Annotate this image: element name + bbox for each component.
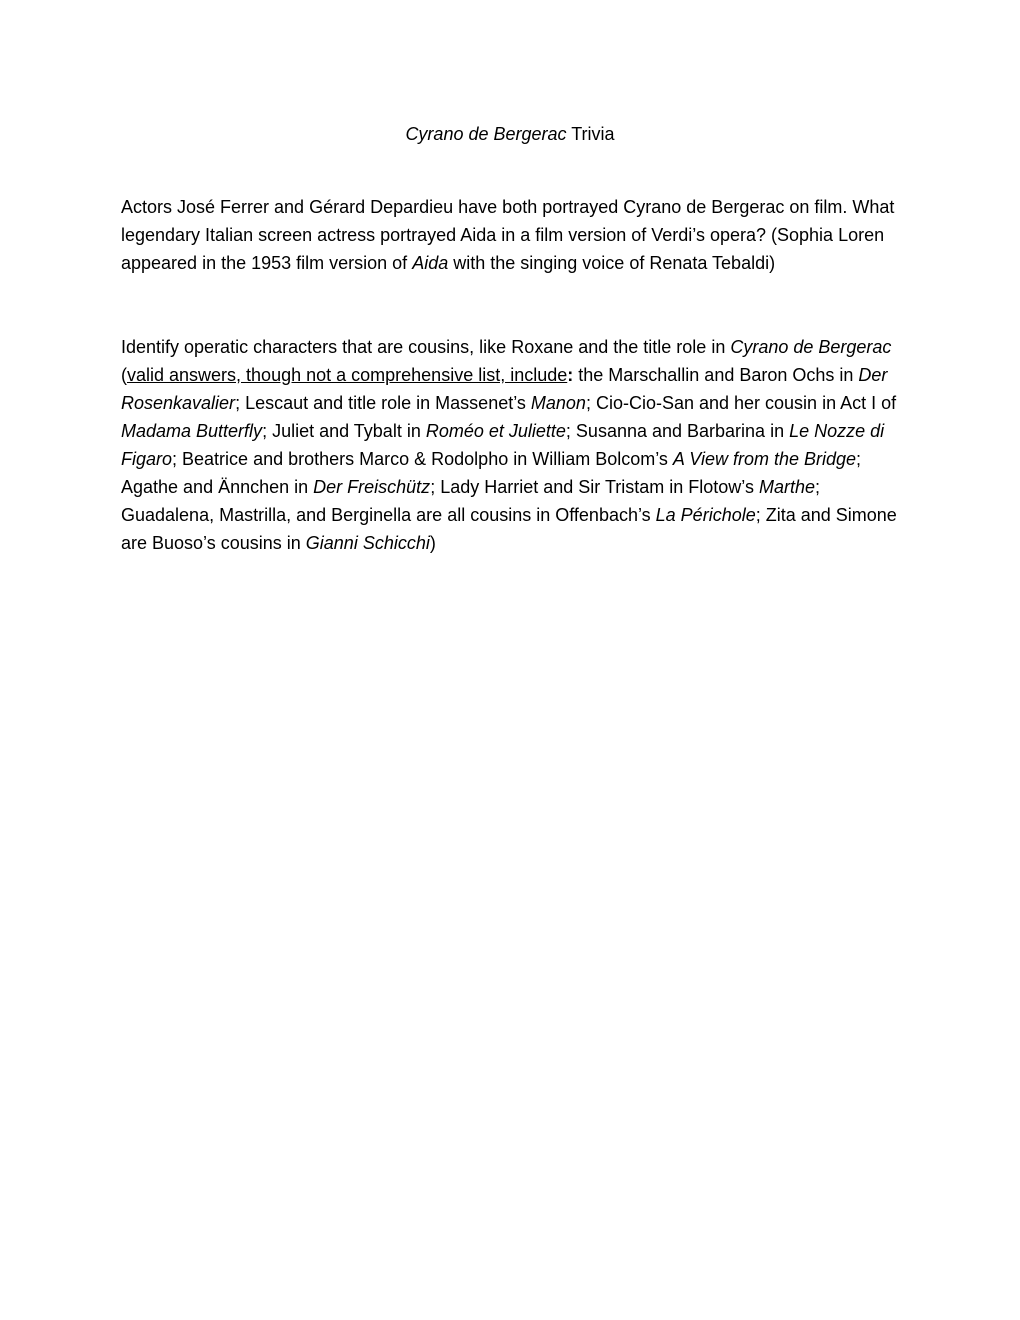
q1-text-2: with the singing voice of Renata Tebaldi) — [448, 253, 776, 273]
q2-italic-rosenkavalier: Der Rosenkavalier — [121, 365, 888, 413]
q2-text-4: ; Lescaut and title role in Massenet’s — [235, 393, 531, 413]
q2-italic-view-from-bridge: A View from the Bridge — [672, 449, 857, 469]
q2-italic-cyrano: Cyrano de Bergerac — [730, 337, 892, 357]
q2-italic-marthe: Marthe — [758, 477, 815, 497]
q2-text-2: ( — [121, 365, 127, 385]
q2-underlined-answers-intro: valid answers, though not a comprehensive list, include — [127, 365, 568, 385]
q2-text-8: ; Beatrice and brothers Marco & Rodolpho in William Bolcom’s — [172, 449, 673, 469]
q2-text-7: ; Susanna and Barbarina in — [565, 421, 790, 441]
q2-text-12: ; Zita and Simone are Buoso’s cousins in — [121, 505, 897, 553]
q2-text-9: ; Agathe and Ännchen in — [121, 449, 862, 497]
q2-italic-freischutz: Der Freischütz — [313, 477, 431, 497]
q2-text-5: ; Cio-Cio-San and her cousin in Act I of — [585, 393, 897, 413]
q2-text-1: Identify operatic characters that are cousins, like Roxane and the title role in — [121, 337, 731, 357]
q2-italic-schicchi: Gianni Schicchi — [305, 533, 430, 553]
q1-text-1: Actors José Ferrer and Gérard Depardieu have both portrayed Cyrano de Bergerac on film. What legendary Italian screen actress portrayed Aida in a film version of Verdi’s opera? (Sophia Loren appeared in the 1953 film version of — [121, 197, 895, 273]
q2-text-11: ; Guadalena, Mastrilla, and Berginella are all cousins in Offenbach’s — [121, 477, 821, 525]
q2-italic-figaro: Le Nozze di Figaro — [121, 421, 885, 469]
title-plain: Trivia — [566, 124, 615, 144]
trivia-question-1 — [121, 193, 911, 277]
q2-text-3: the Marschallin and Baron Ochs in — [573, 365, 859, 385]
q2-italic-romeo: Roméo et Juliette — [425, 421, 566, 441]
q2-italic-butterfly: Madama Butterfly — [121, 421, 263, 441]
q2-italic-manon: Manon — [530, 393, 586, 413]
title-italic: Cyrano de Bergerac — [405, 124, 567, 144]
q2-bold-colon: : — [567, 365, 574, 385]
trivia-question-2 — [121, 333, 911, 557]
q1-italic-aida: Aida — [412, 253, 449, 273]
q2-text-13: ) — [429, 533, 436, 553]
q2-text-10: ; Lady Harriet and Sir Tristam in Flotow’s — [430, 477, 759, 497]
q2-italic-perichole: La Périchole — [655, 505, 756, 525]
q2-text-6: ; Juliet and Tybalt in — [262, 421, 426, 441]
document-title — [0, 120, 1020, 148]
